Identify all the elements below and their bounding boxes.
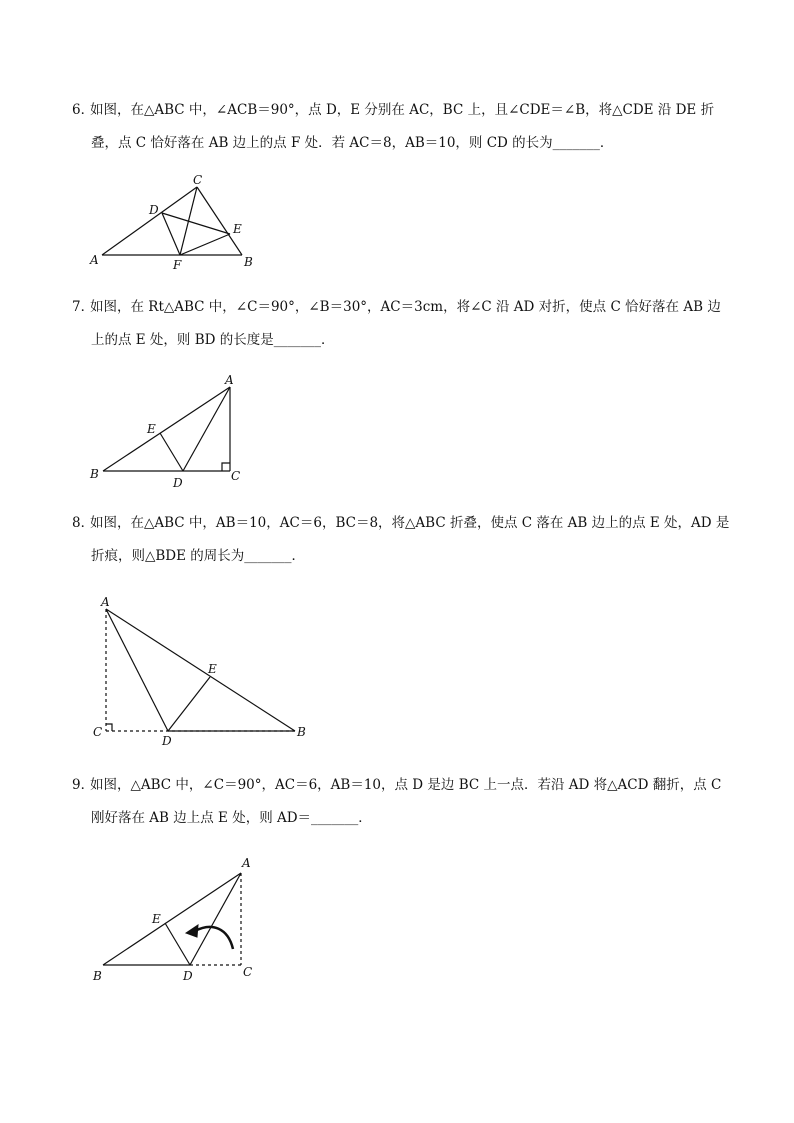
segment-AB xyxy=(106,609,295,731)
problem-8-number: 8． xyxy=(72,515,95,531)
segment-DF xyxy=(162,213,180,255)
problem-9-number: 9． xyxy=(72,777,95,793)
label-B: B xyxy=(297,725,306,739)
segment-BC xyxy=(197,187,242,255)
segment-AC xyxy=(102,187,197,255)
segment-CF xyxy=(180,187,197,255)
label-C: C xyxy=(231,469,241,483)
label-C: C xyxy=(93,725,103,739)
problem-6-line-1: 6．如图，在△ABC 中，∠ACB＝90°，点 D，E 分别在 AC，BC 上，且∠CDE＝∠B，将△CDE 沿 DE 折 xyxy=(72,102,715,118)
problem-7-line-2: 上的点 E 处，则 BD 的长度是_______． xyxy=(91,332,335,348)
segment-AB xyxy=(103,387,230,471)
right-angle-mark-C xyxy=(222,463,230,471)
label-B: B xyxy=(90,467,99,481)
fold-arrow xyxy=(195,927,233,949)
label-C: C xyxy=(193,173,203,187)
segment-DE xyxy=(168,677,210,731)
label-D: D xyxy=(183,969,193,983)
problem-7-number: 7． xyxy=(72,299,95,315)
segment-DE xyxy=(165,923,190,965)
label-D: D xyxy=(173,476,183,490)
fold-arrow-head xyxy=(186,925,198,937)
segment-DE xyxy=(162,213,230,234)
label-E: E xyxy=(208,662,217,676)
segment-DE xyxy=(160,433,183,471)
label-E: E xyxy=(147,422,156,436)
label-A: A xyxy=(101,595,110,609)
label-E: E xyxy=(152,912,161,926)
problem-7-line-1: 7．如图，在 Rt△ABC 中，∠C＝90°，∠B＝30°，AC＝3cm，将∠C 沿 AD 对折，使点 C 恰好落在 AB 边 xyxy=(72,299,721,315)
label-A: A xyxy=(90,253,99,267)
label-C: C xyxy=(243,965,253,979)
label-A: A xyxy=(225,373,234,387)
segment-AD xyxy=(106,609,168,731)
segment-AD xyxy=(183,387,230,471)
label-B: B xyxy=(93,969,102,983)
problem-6-line-2: 叠，点 C 恰好落在 AB 边上的点 F 处．若 AC＝8，AB＝10，则 CD 的长为_______． xyxy=(91,135,614,151)
segment-EF xyxy=(180,234,230,255)
problem-6-number: 6． xyxy=(72,102,95,118)
label-A: A xyxy=(242,856,251,870)
label-D: D xyxy=(162,734,172,748)
problem-8-line-1: 8．如图，在△ABC 中，AB＝10，AC＝6，BC＝8，将△ABC 折叠，使点 C 落在 AB 边上的点 E 处，AD 是 xyxy=(72,515,730,531)
segment-AB xyxy=(103,873,241,965)
label-F: F xyxy=(173,258,182,272)
right-angle-mark-C xyxy=(106,724,112,731)
label-B: B xyxy=(244,255,253,269)
label-D: D xyxy=(149,203,159,217)
problem-8-line-2: 折痕，则△BDE 的周长为_______． xyxy=(91,548,306,564)
label-E: E xyxy=(233,222,242,236)
problem-9-line-2: 刚好落在 AB 边上点 E 处，则 AD＝_______． xyxy=(91,810,372,826)
problem-9-line-1: 9．如图，△ABC 中，∠C＝90°，AC＝6，AB＝10，点 D 是边 BC 上一点．若沿 AD 将△ACD 翻折，点 C xyxy=(72,777,722,793)
segment-AD xyxy=(190,873,241,965)
